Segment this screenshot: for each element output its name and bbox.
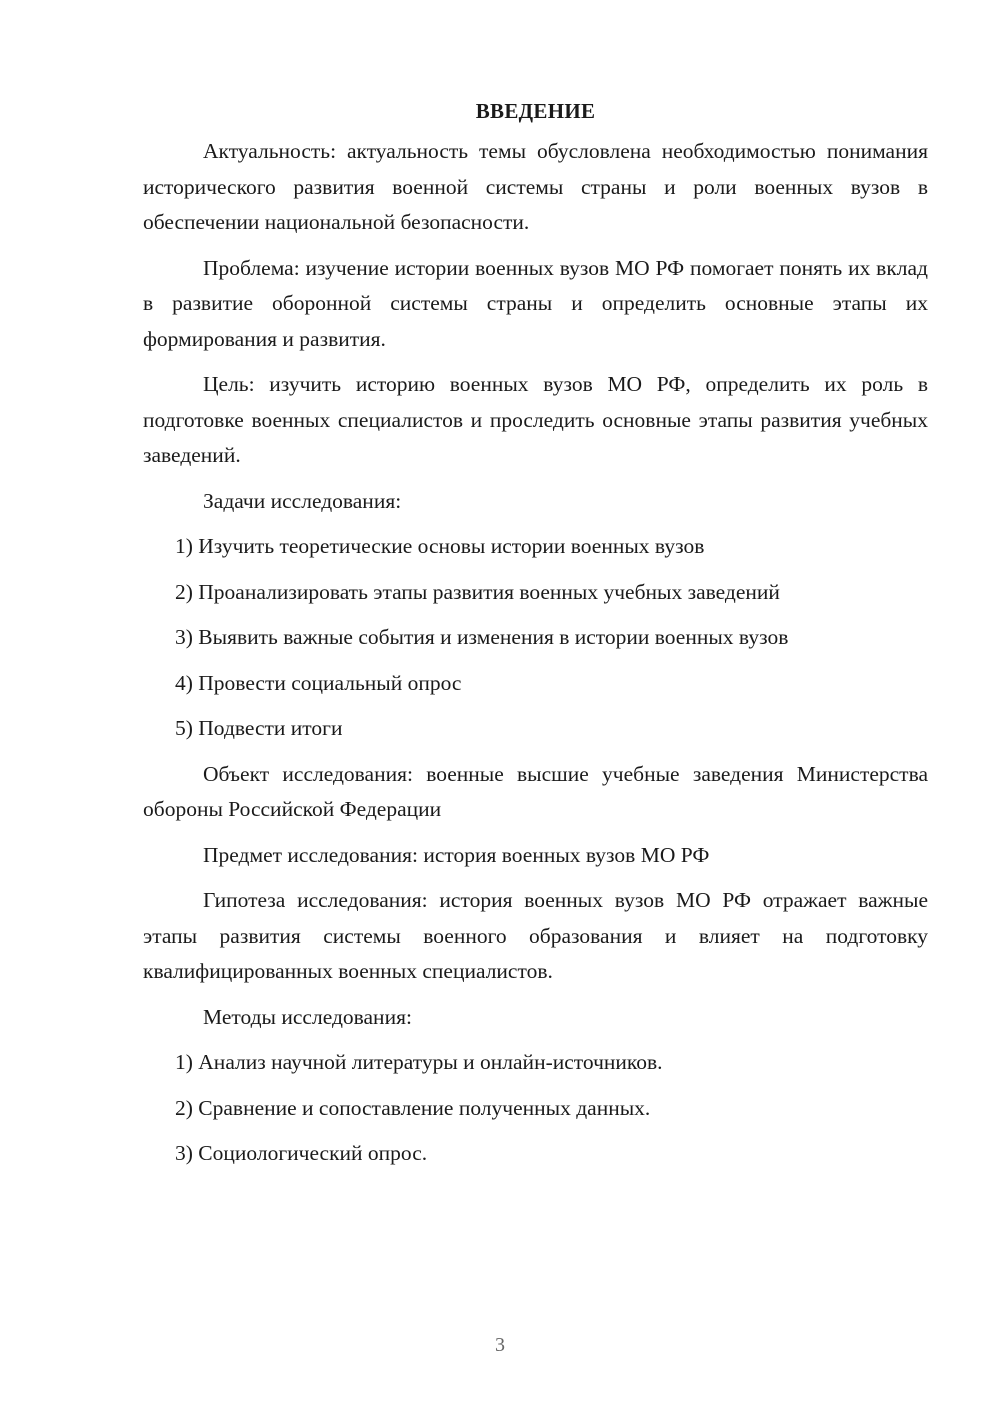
relevance-paragraph: Актуальность: актуальность темы обусловлена необходимостью понимания исторического развития военной системы страны и роли военных вузов в обеспечении национальной безопасности. (143, 139, 928, 234)
hypothesis-paragraph: Гипотеза исследования: история военных вузов МО РФ отражает важные этапы развития системы военного образования и влияет на подготовку квалифицированных военных специалистов. (143, 888, 928, 983)
tasks-heading: Задачи исследования: (203, 488, 402, 513)
goal-paragraph: Цель: изучить историю военных вузов МО РФ, определить их роль в подготовке военных специалистов и проследить основные этапы развития учебных заведений. (143, 372, 928, 467)
tasks-list (143, 529, 928, 747)
document-page (143, 94, 928, 1182)
list-item: 2) Сравнение и сопоставление полученных данных. (175, 1095, 651, 1120)
methods-list (143, 1045, 928, 1172)
list-item: 1) Анализ научной литературы и онлайн-источников. (175, 1050, 663, 1074)
list-item: 1) Изучить теоретические основы истории военных вузов (175, 534, 705, 558)
page-title: ВВЕДЕНИЕ (475, 99, 596, 123)
subject-paragraph: Предмет исследования: история военных вузов МО РФ (203, 842, 710, 867)
list-item: 3) Социологический опрос. (175, 1141, 428, 1165)
methods-heading: Методы исследования: (203, 1004, 412, 1029)
object-paragraph: Объект исследования: военные высшие учебные заведения Министерства обороны Российской Федерации (143, 761, 928, 821)
list-item: 4) Провести социальный опрос (175, 670, 462, 695)
list-item: 2) Проанализировать этапы развития военных учебных заведений (175, 579, 780, 604)
page-number: 3 (495, 1334, 505, 1356)
problem-paragraph: Проблема: изучение истории военных вузов МО РФ помогает понять их вклад в развитие оборонной системы страны и определить основные этапы их формирования и развития. (143, 255, 928, 351)
list-item: 5) Подвести итоги (175, 716, 343, 740)
list-item: 3) Выявить важные события и изменения в истории военных вузов (175, 625, 789, 649)
